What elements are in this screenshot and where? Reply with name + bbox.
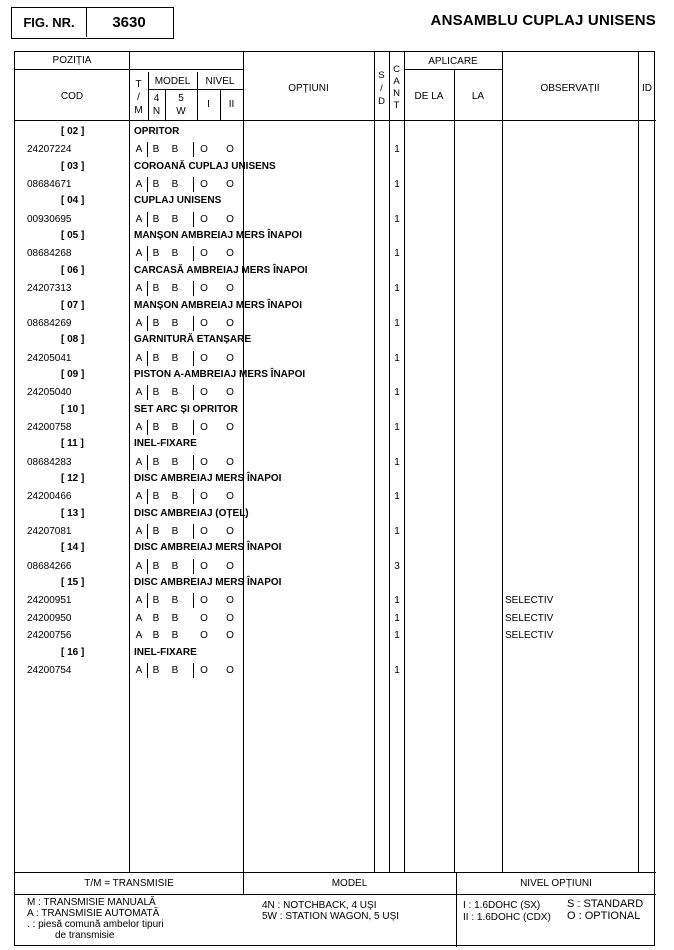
cell-divider-tick — [147, 351, 148, 366]
part-row — [15, 592, 656, 609]
part-level-1: O — [200, 421, 208, 433]
item-title-row — [15, 540, 656, 557]
part-model-4n: B — [152, 144, 160, 156]
part-level-1: O — [200, 560, 208, 572]
item-description: MANȘON AMBREIAJ MERS ÎNAPOI — [134, 299, 302, 311]
part-transmission: A — [135, 283, 143, 295]
page-title: ANSAMBLU CUPLAJ UNISENS — [430, 12, 656, 29]
part-model-5w: B — [171, 456, 179, 468]
footer-tm-a: A : TRANSMISIE AUTOMATĂ — [27, 908, 160, 919]
hdr-aplicare: APLICARE — [428, 56, 478, 67]
part-row — [15, 141, 656, 158]
part-level-1: O — [200, 595, 208, 607]
cell-divider-tick — [193, 593, 194, 608]
part-code: 24207224 — [27, 144, 72, 156]
part-row — [15, 245, 656, 262]
cell-divider-tick — [147, 177, 148, 192]
part-model-4n: B — [152, 595, 160, 607]
part-transmission: A — [135, 664, 143, 676]
item-title-row — [15, 228, 656, 245]
item-title-row — [15, 298, 656, 315]
part-level-2: O — [226, 630, 234, 642]
part-row — [15, 610, 656, 627]
item-description: CARCASĂ AMBREIAJ MERS ÎNAPOI — [134, 264, 308, 276]
part-model-5w: B — [171, 283, 179, 295]
part-observation: SELECTIV — [505, 630, 554, 642]
part-level-2: O — [226, 560, 234, 572]
part-quantity: 1 — [394, 612, 400, 624]
cell-divider-tick — [193, 663, 194, 678]
hdr-model-w: W — [176, 106, 186, 117]
part-model-4n: B — [152, 248, 160, 260]
cell-divider-tick — [193, 212, 194, 227]
item-position: [ 04 ] — [61, 195, 85, 207]
cell-divider-tick — [193, 142, 194, 157]
part-row — [15, 176, 656, 193]
footer-nivel-title: NIVEL OPȚIUNI — [520, 878, 592, 889]
item-title-row — [15, 436, 656, 453]
part-quantity: 1 — [394, 317, 400, 329]
item-position: [ 11 ] — [61, 438, 84, 450]
item-position: [ 16 ] — [61, 646, 85, 658]
hdr-model-4: 4 — [153, 93, 160, 104]
part-row — [15, 627, 656, 644]
part-level-1: O — [200, 456, 208, 468]
part-level-1: O — [200, 630, 208, 642]
footer-nivel-1: I : 1.6DOHC (SX) — [463, 900, 541, 911]
part-quantity: 1 — [394, 630, 400, 642]
part-model-4n: B — [152, 630, 160, 642]
part-model-5w: B — [171, 612, 179, 624]
hdr-cant-c: C — [393, 64, 400, 75]
cell-divider-tick — [147, 385, 148, 400]
item-title-row — [15, 645, 656, 662]
item-position: [ 03 ] — [61, 160, 85, 172]
part-level-2: O — [226, 179, 234, 191]
hdr-cant-n: N — [393, 88, 400, 99]
part-level-1: O — [200, 144, 208, 156]
part-transmission: A — [135, 595, 143, 607]
item-position: [ 10 ] — [61, 403, 85, 415]
cell-divider-tick — [147, 212, 148, 227]
part-level-1: O — [200, 248, 208, 260]
part-quantity: 1 — [394, 144, 400, 156]
hdr-bottom-line — [15, 120, 656, 121]
part-quantity: 1 — [394, 456, 400, 468]
hdr-sd-s: S — [378, 70, 385, 81]
item-description: DISC AMBREIAJ MERS ÎNAPOI — [134, 473, 282, 484]
part-transmission: A — [135, 612, 143, 624]
cell-divider-tick — [193, 316, 194, 331]
footer-optional: O : OPTIONAL — [567, 910, 641, 922]
part-model-5w: B — [171, 491, 179, 503]
part-model-5w: B — [171, 595, 179, 607]
part-row — [15, 280, 656, 297]
part-quantity: 1 — [394, 421, 400, 433]
hdr-nivel-1: I — [207, 99, 210, 110]
part-quantity: 1 — [394, 491, 400, 503]
part-code: 08684671 — [27, 179, 72, 191]
part-code: 24205040 — [27, 387, 72, 399]
cell-divider-tick — [193, 385, 194, 400]
cell-divider-tick — [147, 593, 148, 608]
cell-divider-tick — [147, 246, 148, 261]
part-code: 24200950 — [27, 612, 72, 624]
part-level-1: O — [200, 179, 208, 191]
part-quantity: 1 — [394, 526, 400, 538]
item-title-row — [15, 402, 656, 419]
part-level-2: O — [226, 421, 234, 433]
part-level-1: O — [200, 283, 208, 295]
cell-divider-tick — [193, 281, 194, 296]
part-level-2: O — [226, 491, 234, 503]
item-description: DISC AMBREIAJ (OȚEL) — [134, 507, 249, 519]
part-level-2: O — [226, 664, 234, 676]
part-level-2: O — [226, 248, 234, 260]
item-description: MANȘON AMBREIAJ MERS ÎNAPOI — [134, 230, 302, 242]
item-description: DISC AMBREIAJ MERS ÎNAPOI — [134, 542, 282, 554]
part-model-5w: B — [171, 526, 179, 538]
hdr-line-aplicare — [404, 69, 502, 70]
part-code: 08684266 — [27, 560, 72, 572]
part-model-4n: B — [152, 526, 160, 538]
part-quantity: 1 — [394, 179, 400, 191]
cell-divider-tick — [147, 489, 148, 504]
item-position: [ 06 ] — [61, 264, 85, 276]
part-model-4n: B — [152, 213, 160, 225]
part-model-5w: B — [171, 317, 179, 329]
part-model-5w: B — [171, 352, 179, 364]
hdr-tm-t: T — [135, 79, 142, 90]
part-quantity: 1 — [394, 213, 400, 225]
footer-tm-title: T/M = TRANSMISIE — [84, 878, 174, 889]
figure-number-box — [11, 7, 174, 39]
footer-tm-common: . : piesă comună ambelor tipuri — [27, 919, 164, 930]
item-position: [ 07 ] — [61, 299, 85, 311]
item-description: GARNITURĂ ETANȘARE — [134, 334, 252, 346]
part-model-5w: B — [171, 213, 179, 225]
part-code: 24207081 — [27, 526, 72, 538]
part-model-5w: B — [171, 387, 179, 399]
part-quantity: 1 — [394, 595, 400, 607]
part-model-5w: B — [171, 664, 179, 676]
footer-top-line — [15, 872, 656, 873]
part-level-1: O — [200, 526, 208, 538]
cell-divider-tick — [147, 559, 148, 574]
footer-tm-m: M : TRANSMISIE MANUALĂ — [27, 897, 156, 908]
hdr-id: ID — [642, 83, 652, 94]
hdr-tm-m: M — [134, 105, 143, 116]
cell-divider-tick — [147, 142, 148, 157]
part-level-2: O — [226, 317, 234, 329]
part-level-1: O — [200, 213, 208, 225]
item-title-row — [15, 471, 656, 488]
part-quantity: 1 — [394, 248, 400, 260]
footer-standard: S : STANDARD — [567, 898, 644, 910]
part-code: 08684269 — [27, 317, 72, 329]
item-description: OPRITOR — [134, 126, 180, 137]
figure-number: 3630 — [112, 14, 146, 31]
footer-tm-common-2: de transmisie — [55, 930, 115, 941]
item-description: COROANĂ CUPLAJ UNISENS — [134, 160, 276, 172]
item-position: [ 12 ] — [61, 473, 85, 484]
cell-divider-tick — [147, 663, 148, 678]
part-model-4n: B — [152, 421, 160, 433]
hdr-optiuni: OPȚIUNI — [288, 83, 329, 94]
part-model-4n: B — [152, 387, 160, 399]
part-level-2: O — [226, 456, 234, 468]
part-level-1: O — [200, 664, 208, 676]
part-model-4n: B — [152, 612, 160, 624]
part-code: 08684268 — [27, 248, 72, 260]
part-quantity: 1 — [394, 283, 400, 295]
item-position: [ 08 ] — [61, 334, 85, 346]
part-transmission: A — [135, 317, 143, 329]
part-model-5w: B — [171, 248, 179, 260]
part-row — [15, 315, 656, 332]
item-title-row — [15, 332, 656, 349]
part-code: 24200754 — [27, 664, 72, 676]
cell-divider-tick — [147, 420, 148, 435]
part-code: 24200466 — [27, 491, 72, 503]
part-observation: SELECTIV — [505, 595, 554, 607]
hdr-sd-d: D — [378, 96, 385, 107]
hdr-model: MODEL — [154, 76, 191, 87]
item-position: [ 09 ] — [61, 368, 85, 380]
hdr-nivel-2: II — [228, 99, 235, 110]
cell-divider-tick — [193, 524, 194, 539]
part-transmission: A — [135, 144, 143, 156]
part-level-1: O — [200, 352, 208, 364]
cell-divider-tick — [147, 281, 148, 296]
hdr-model-5: 5 — [178, 93, 184, 104]
hdr-line-model — [148, 89, 243, 90]
item-description: DISC AMBREIAJ MERS ÎNAPOI — [134, 577, 282, 589]
hdr-cod: COD — [60, 91, 84, 102]
item-description: PISTON A-AMBREIAJ MERS ÎNAPOI — [134, 368, 306, 380]
part-transmission: A — [135, 352, 143, 364]
item-title-row — [15, 263, 656, 280]
hdr-pozitia: POZIȚIA — [52, 55, 92, 66]
part-quantity: 1 — [394, 664, 400, 676]
cell-divider-tick — [193, 455, 194, 470]
item-title-row — [15, 193, 656, 210]
part-row — [15, 454, 656, 471]
cell-divider-tick — [147, 316, 148, 331]
part-level-1: O — [200, 317, 208, 329]
footer-nivel-2: II : 1.6DOHC (CDX) — [463, 912, 551, 923]
part-row — [15, 662, 656, 679]
footer-model-title: MODEL — [331, 878, 368, 889]
part-level-2: O — [226, 612, 234, 624]
part-model-4n: B — [152, 352, 160, 364]
hdr-la: LA — [471, 91, 485, 102]
part-model-4n: B — [152, 179, 160, 191]
part-level-2: O — [226, 213, 234, 225]
part-model-5w: B — [171, 630, 179, 642]
item-position: [ 02 ] — [61, 126, 85, 137]
part-code: 24207313 — [27, 283, 72, 295]
item-position: [ 14 ] — [61, 542, 85, 554]
cell-divider-tick — [193, 559, 194, 574]
part-level-2: O — [226, 283, 234, 295]
part-transmission: A — [135, 491, 143, 503]
hdr-tm-slash: / — [137, 92, 140, 103]
part-model-4n: B — [152, 317, 160, 329]
item-position: [ 05 ] — [61, 230, 85, 242]
part-level-2: O — [226, 352, 234, 364]
part-transmission: A — [135, 421, 143, 433]
hdr-model-n: N — [152, 106, 161, 117]
part-transmission: A — [135, 387, 143, 399]
part-transmission: A — [135, 560, 143, 572]
part-row — [15, 384, 656, 401]
footer-model-5w: 5W : STATION WAGON, 5 UȘI — [262, 911, 400, 922]
item-title-row — [15, 575, 656, 592]
cell-divider-tick — [193, 246, 194, 261]
part-observation: SELECTIV — [505, 612, 554, 624]
part-row — [15, 523, 656, 540]
part-model-4n: B — [152, 491, 160, 503]
part-model-4n: B — [152, 560, 160, 572]
part-level-2: O — [226, 144, 234, 156]
hdr-line-pozitia — [15, 69, 243, 70]
part-row — [15, 558, 656, 575]
item-title-row — [15, 367, 656, 384]
item-description: SET ARC ȘI OPRITOR — [134, 403, 238, 415]
part-code: 24200758 — [27, 421, 72, 433]
part-transmission: A — [135, 456, 143, 468]
part-level-1: O — [200, 491, 208, 503]
part-transmission: A — [135, 526, 143, 538]
footer-title-line — [15, 894, 656, 895]
figure-label: FIG. NR. — [12, 8, 87, 37]
cell-divider-tick — [193, 177, 194, 192]
item-title-row — [15, 124, 656, 141]
part-quantity: 3 — [394, 560, 400, 572]
part-code: 24200756 — [27, 630, 72, 642]
part-code: 24200951 — [27, 595, 72, 607]
cell-divider-tick — [193, 420, 194, 435]
footer-model-4n: 4N : NOTCHBACK, 4 UȘI — [262, 900, 377, 911]
part-transmission: A — [135, 248, 143, 260]
item-position: [ 15 ] — [61, 577, 85, 589]
part-model-4n: B — [152, 664, 160, 676]
part-model-5w: B — [171, 421, 179, 433]
part-model-5w: B — [171, 179, 179, 191]
part-transmission: A — [135, 630, 143, 642]
item-position: [ 13 ] — [61, 507, 85, 519]
item-description: INEL-FIXARE — [134, 438, 197, 450]
part-transmission: A — [135, 213, 143, 225]
part-code: 00930695 — [27, 213, 72, 225]
hdr-observatii: OBSERVAȚII — [540, 83, 600, 94]
part-row — [15, 350, 656, 367]
part-transmission: A — [135, 179, 143, 191]
part-quantity: 1 — [394, 352, 400, 364]
hdr-cant-t: T — [393, 100, 400, 111]
cell-divider-tick — [147, 455, 148, 470]
part-level-2: O — [226, 526, 234, 538]
part-level-2: O — [226, 387, 234, 399]
cell-divider-tick — [193, 351, 194, 366]
item-description: INEL-FIXARE — [134, 646, 197, 658]
parts-table — [14, 51, 655, 946]
part-level-1: O — [200, 387, 208, 399]
part-quantity: 1 — [394, 387, 400, 399]
part-level-1: O — [200, 612, 208, 624]
item-title-row — [15, 159, 656, 176]
part-model-4n: B — [152, 456, 160, 468]
hdr-sd-slash: / — [380, 83, 383, 94]
part-row — [15, 488, 656, 505]
item-description: CUPLAJ UNISENS — [134, 195, 222, 207]
part-row — [15, 419, 656, 436]
part-code: 24205041 — [27, 352, 72, 364]
part-code: 08684283 — [27, 456, 72, 468]
item-title-row — [15, 506, 656, 523]
part-row — [15, 211, 656, 228]
hdr-nivel: NIVEL — [205, 76, 235, 87]
hdr-de-la: DE LA — [414, 91, 444, 102]
part-model-5w: B — [171, 144, 179, 156]
part-model-5w: B — [171, 560, 179, 572]
hdr-cant-a: A — [393, 76, 400, 87]
part-model-4n: B — [152, 283, 160, 295]
part-level-2: O — [226, 595, 234, 607]
cell-divider-tick — [147, 524, 148, 539]
cell-divider-tick — [193, 489, 194, 504]
